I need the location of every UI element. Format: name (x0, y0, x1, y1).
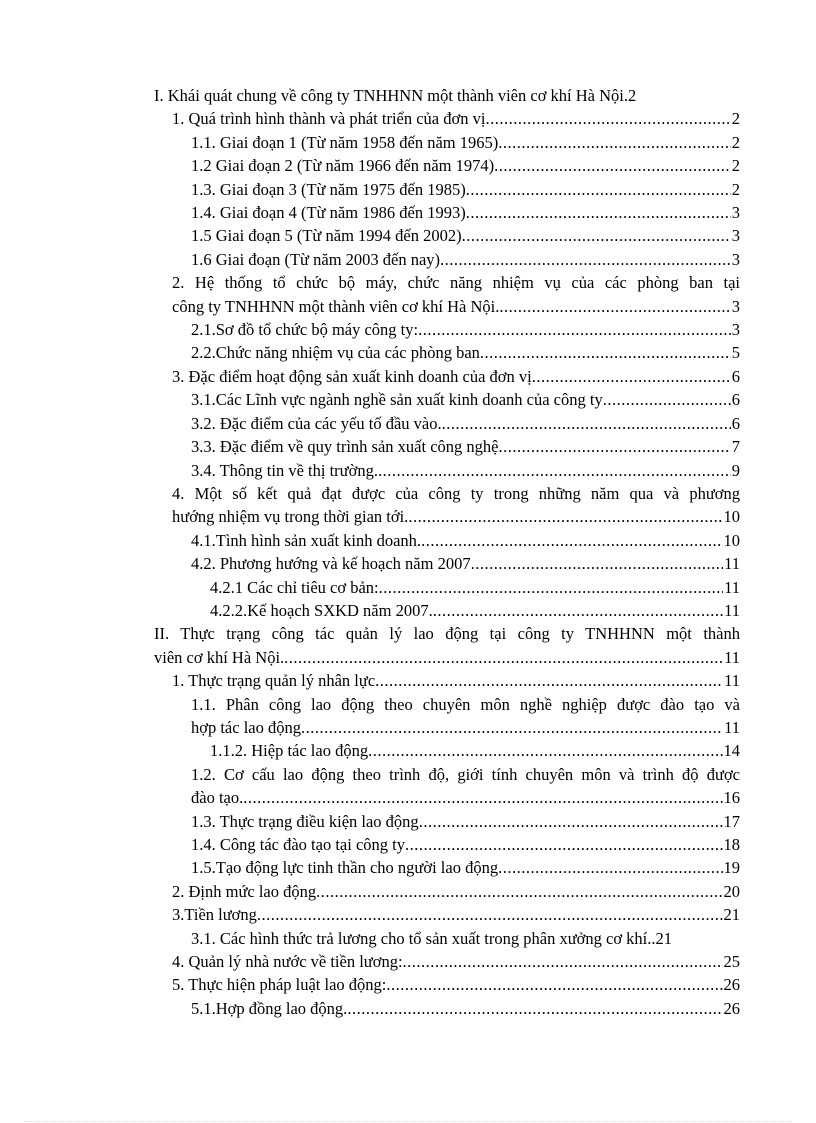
toc-entry[interactable] (150, 107, 740, 130)
toc-page-number: 11 (724, 554, 740, 574)
toc-page-number: 25 (723, 952, 740, 972)
toc-entry-title: 3.3. Đặc điểm về quy trình sản xuất công nghệ (191, 437, 499, 457)
toc-page-number: 11 (724, 671, 740, 691)
dot-leader (368, 739, 722, 762)
toc-entry-title: 3.1. Các hình thức trả lương cho tổ sản xuất trong phân xưởng cơ khí. (191, 928, 652, 948)
dot-leader (421, 529, 722, 552)
toc-entry[interactable] (150, 341, 740, 364)
toc-page-number: 10 (723, 530, 740, 550)
toc-page-number: 19 (723, 858, 740, 878)
toc-entry-line2 (150, 295, 740, 318)
toc-entry-title: 1. Thực trạng quản lý nhân lực (172, 671, 376, 691)
toc-page-number: 18 (723, 835, 740, 854)
toc-entry-title-line2: hướng nhiệm vụ trong thời gian tới. (172, 507, 409, 527)
toc-entry-title-line1: II. Thực trạng công tác quản lý lao động tại công ty TNHHNN một thành (154, 624, 740, 644)
toc-entry[interactable] (150, 388, 740, 411)
toc-entry[interactable] (150, 412, 740, 435)
toc-entry-title: 3.2. Đặc điểm của các yếu tố đầu vào. (191, 413, 442, 433)
toc-entry[interactable] (150, 903, 740, 926)
toc-page-number: 26 (723, 975, 740, 995)
toc-entry[interactable] (150, 599, 740, 622)
toc-entry[interactable] (150, 84, 740, 107)
dot-leader (418, 318, 731, 341)
toc-page-number: 21 (723, 905, 740, 925)
toc-entry[interactable] (150, 927, 740, 950)
toc-page-number: 26 (723, 998, 740, 1018)
toc-entry-title: 3.Tiền lương (172, 905, 257, 925)
toc-page-number: 10 (723, 507, 740, 527)
toc-entry-title: 2.1.Sơ đồ tổ chức bộ máy công ty: (191, 320, 419, 340)
toc-entry-title: I. Khái quát chung về công ty TNHHNN một thành viên cơ khí Hà Nội. (154, 86, 628, 105)
toc-entry-title: 4. Quản lý nhà nước về tiền lương: (172, 952, 403, 972)
toc-entry[interactable] (150, 529, 740, 552)
toc-entry-title-line1: 4. Một số kết quả đạt được của công ty trong những năm qua và phương (172, 483, 740, 503)
toc-entry-title-line2: viên cơ khí Hà Nội. (154, 647, 285, 667)
toc-entry[interactable] (150, 576, 740, 599)
toc-page-number: 2 (731, 156, 740, 176)
toc-entry-title: 1.3. Thực trạng điều kiện lao động (191, 811, 419, 831)
dot-leader (301, 716, 723, 739)
toc-entry[interactable] (150, 271, 740, 318)
toc-page-number: 11 (724, 577, 740, 597)
toc-entry[interactable] (150, 997, 740, 1020)
toc-page-number: .21 (651, 928, 673, 948)
toc-entry-title: 4.2.1 Các chỉ tiêu cơ bản: (210, 577, 379, 597)
toc-entry[interactable] (150, 154, 740, 177)
toc-entry-title: 3.1.Các Lĩnh vực ngành nghề sản xuất kinh doanh của công ty (191, 390, 603, 410)
dot-leader (480, 341, 731, 364)
dot-leader (379, 576, 723, 599)
toc-entry-title: 1.1. Giai đoạn 1 (Từ năm 1958 đến năm 1965) (191, 132, 499, 152)
toc-entry[interactable] (150, 552, 740, 575)
toc-entry-title: 4.2. Phương hướng và kế hoạch năm 2007 (191, 554, 471, 574)
toc-page-number: 11 (724, 717, 740, 737)
toc-entry-title: 3. Đặc điểm hoạt động sản xuất kinh doanh của đơn vị (172, 366, 532, 386)
toc-entry-title: 1.4. Giai đoạn 4 (Từ năm 1986 đến 1993) (191, 203, 466, 223)
toc-entry-title: 5.1.Hợp đồng lao động. (191, 998, 348, 1018)
toc-entry-line2 (150, 716, 740, 739)
toc-entry[interactable] (150, 973, 740, 996)
dot-leader (498, 131, 730, 154)
dot-leader (378, 459, 731, 482)
dot-leader (466, 201, 731, 224)
toc-entry[interactable] (150, 880, 740, 903)
toc-entry-title: 1.2 Giai đoạn 2 (Từ năm 1966 đến năm 1974) (191, 156, 495, 176)
toc-entry[interactable] (150, 693, 740, 740)
dot-leader (408, 505, 722, 528)
toc-entry-title-line2: hợp tác lao động (191, 717, 301, 737)
toc-page-number: 6 (731, 413, 740, 433)
toc-page-number: 11 (724, 600, 740, 620)
toc-entry-line2 (150, 646, 740, 669)
toc-entry[interactable] (150, 224, 740, 247)
toc-entry[interactable] (150, 810, 740, 833)
dot-leader (386, 973, 722, 996)
toc-page-number: 7 (731, 437, 740, 457)
toc-entry[interactable] (150, 435, 740, 458)
table-of-contents (150, 84, 740, 1020)
dot-leader (498, 435, 730, 458)
toc-page-number: 9 (731, 460, 740, 480)
dot-leader (403, 950, 723, 973)
toc-page-number: 17 (723, 811, 740, 831)
dot-leader (494, 154, 731, 177)
toc-entry[interactable] (150, 482, 740, 529)
toc-entry-title: 4.2.2.Kế hoạch SXKD năm 2007. (210, 600, 433, 620)
dot-leader (499, 295, 730, 318)
dot-leader (466, 178, 731, 201)
dot-leader (532, 365, 731, 388)
toc-page-number: 16 (723, 788, 740, 808)
dot-leader (442, 412, 731, 435)
toc-page-number: 2 (628, 86, 637, 105)
dot-leader (462, 224, 731, 247)
toc-entry-title-line1: 2. Hệ thống tổ chức bộ máy, chức năng nhiệm vụ của các phòng ban tại (172, 273, 740, 293)
dot-leader (440, 248, 731, 271)
toc-page-number: 3 (731, 203, 740, 223)
toc-entry[interactable] (150, 622, 740, 669)
dot-leader (433, 599, 723, 622)
toc-page-number: 2 (731, 109, 740, 129)
toc-entry-title-line1: 1.1. Phân công lao động theo chuyên môn nghề nghiệp được đào tạo và (191, 694, 740, 714)
dot-leader (375, 669, 723, 692)
dot-leader (257, 903, 723, 926)
toc-entry[interactable] (150, 248, 740, 271)
toc-page-number: 6 (731, 366, 740, 386)
toc-entry[interactable] (150, 763, 740, 810)
toc-page-number: 3 (731, 296, 740, 316)
toc-entry[interactable] (150, 131, 740, 154)
toc-entry[interactable] (150, 856, 740, 879)
toc-entry-title: 2.2.Chức năng nhiệm vụ của các phòng ban (191, 343, 480, 363)
toc-entry-title-line1: 1.2. Cơ cấu lao động theo trình độ, giới tính chuyên môn và trình độ được (191, 764, 740, 784)
toc-entry-title: 1.5 Giai đoạn 5 (Từ năm 1994 đến 2002) (191, 226, 462, 246)
dot-leader (284, 646, 723, 669)
toc-page-number: 3 (731, 320, 740, 340)
toc-entry[interactable] (150, 739, 740, 762)
toc-entry-title: 4.1.Tình hình sản xuất kinh doanh. (191, 530, 422, 550)
toc-entry-title: 1.4. Công tác đào tạo tại công ty (191, 835, 405, 854)
toc-entry-title: 1.5.Tạo động lực tinh thần cho người lao động (191, 858, 499, 878)
dot-leader (405, 833, 723, 856)
toc-entry[interactable] (150, 950, 740, 973)
toc-page-number: 5 (731, 343, 740, 363)
toc-page-number: 2 (731, 179, 740, 199)
toc-entry-title-line2: công ty TNHHNN một thành viên cơ khí Hà Nội. (172, 296, 500, 316)
dot-leader (347, 997, 722, 1020)
toc-page-number: 14 (723, 741, 740, 761)
toc-entry-title: 1.1.2. Hiệp tác lao động (210, 741, 369, 761)
toc-page-number: 3 (731, 249, 740, 269)
dot-leader (603, 388, 731, 411)
toc-page-number: 2 (731, 132, 740, 152)
toc-entry-title: 1.6 Giai đoạn (Từ năm 2003 đến nay) (191, 249, 441, 269)
toc-entry[interactable] (150, 201, 740, 224)
toc-entry-title-line2: đào tạo. (191, 788, 244, 808)
toc-entry-title: 3.4. Thông tin về thị trường. (191, 460, 378, 480)
toc-entry-title: 1. Quá trình hình thành và phát triển của đơn vị (172, 109, 486, 129)
toc-entry-title: 5. Thực hiện pháp luật lao động: (172, 975, 387, 995)
dot-leader (485, 107, 730, 130)
toc-entry[interactable] (150, 669, 740, 692)
toc-entry-title: 2. Định mức lao động (172, 881, 317, 901)
dot-leader (498, 856, 722, 879)
toc-entry[interactable] (150, 833, 740, 856)
toc-page-number: 20 (723, 881, 740, 901)
toc-page-number: 3 (731, 226, 740, 246)
dot-leader (471, 552, 724, 575)
toc-page-number: 11 (724, 647, 740, 667)
toc-entry[interactable] (150, 459, 740, 482)
toc-entry[interactable] (150, 318, 740, 341)
dot-leader (419, 810, 723, 833)
toc-entry[interactable] (150, 178, 740, 201)
toc-entry-title: 1.3. Giai đoạn 3 (Từ năm 1975 đến 1985) (191, 179, 466, 199)
toc-page-number: 6 (731, 390, 740, 410)
toc-entry-line2 (150, 786, 740, 809)
page-bottom-divider (24, 1121, 792, 1122)
toc-entry-line2 (150, 505, 740, 528)
dot-leader (243, 786, 722, 809)
toc-entry[interactable] (150, 365, 740, 388)
dot-leader (316, 880, 722, 903)
